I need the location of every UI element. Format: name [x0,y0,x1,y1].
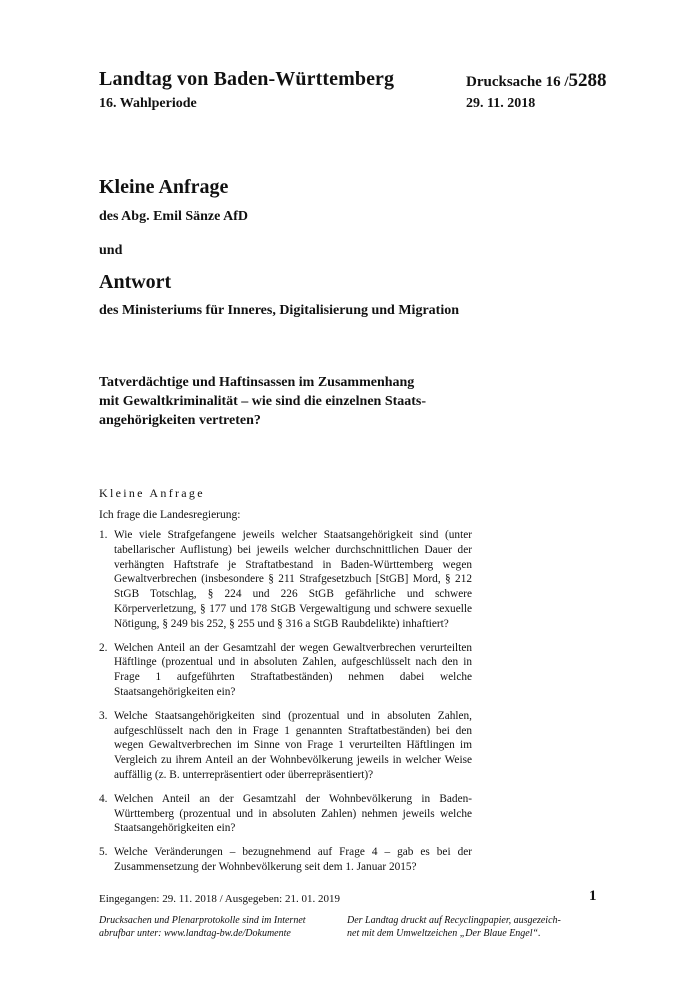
drucksache-id: 5288 [568,70,607,91]
drucksache-number [466,70,607,92]
question-item [99,528,472,632]
topic-line: Tatverdächtige und Haftinsassen im Zusammenhang [99,375,415,390]
question-number: 3. [99,709,108,722]
legislative-period: 16. Wahlperiode [99,96,197,111]
antwort-heading: Antwort [99,271,172,293]
question-number: 2. [99,641,108,654]
ministry-line: des Ministeriums für Inneres, Digitalisierung und Migration [99,303,460,318]
question-number: 5. [99,846,108,859]
question-item [99,709,472,783]
parliament-title: Landtag von Baden-Württemberg [99,68,395,90]
footer-note-line: Der Landtag druckt auf Recyclingpapier, ausgezeich- [347,915,561,926]
drucksache-label: Drucksache 16 / [466,74,569,90]
footer-note-internet [99,914,306,940]
topic-line: angehörigkeiten vertreten? [99,413,261,428]
question-number: 4. [99,792,108,805]
question-text: Welche Veränderungen – bezugnehmend auf Frage 4 – gab es bei der Zusammensetzung der Wohnbevölkerung seit dem 1. Januar 2015? [114,846,472,873]
footer-note-recycling [347,914,561,940]
received-issued-dates: Eingegangen: 29. 11. 2018 / Ausgegeben: 21. 01. 2019 [99,893,340,905]
kleine-anfrage-heading: Kleine Anfrage [99,176,229,198]
footer-note-line: net mit dem Umweltzeichen „Der Blaue Engel“. [347,928,541,939]
footer-note-line: abrufbar unter: www.landtag-bw.de/Dokumente [99,928,291,939]
question-number: 1. [99,529,108,541]
page-number: 1 [589,888,597,904]
connector-text: und [99,243,123,258]
question-item [99,792,472,836]
topic-title [99,373,499,430]
document-date: 29. 11. 2018 [466,96,536,111]
author-line: des Abg. Emil Sänze AfD [99,209,248,224]
question-item [99,641,472,700]
intro-text: Ich frage die Landesregierung: [99,509,241,521]
question-list [99,528,472,884]
footer-note-line: Drucksachen und Plenarprotokolle sind im Internet [99,915,306,926]
question-text: Welchen Anteil an der Gesamtzahl der wegen Gewaltverbrechen verurteilten Häftlinge (prozentual und in absoluten Zahlen, aufgeschlüsselt nach den in Frage 1 aufgeführten Straftatbeständen) nehmen dabei welche Staatsangehörigkeiten ein? [114,641,472,698]
question-text: Wie viele Strafgefangene jeweils welcher Staatsangehörigkeit sind (unter tabellarischer Auflistung) bei jeweils welcher durchschnittlichen Dauer der verhängten Haftstrafe je Straftatbestand in Baden-Württemberg wegen Gewaltverbrechen (insbesondere § 211 Strafgesetzbuch [StGB] Mord, § 212 StGB Totschlag, § 224 und 226 StGB gefährliche und schwere Körperverletzung, § 177 und 178 StGB Vergewaltigung und schwere sexuelle Nötigung, § 249 bis 252, § 255 und § 316 a StGB Raubdelikte) inhaftiert? [114,529,472,630]
question-text: Welchen Anteil an der Gesamtzahl der Wohnbevölkerung in Baden-Württemberg (prozentual und in absoluten Zahlen) nehmen jeweils welche Staatsangehörigkeiten ein? [114,792,472,835]
section-label: Kleine Anfrage [99,486,205,500]
question-text: Welche Staatsangehörigkeiten sind (prozentual und in absoluten Zahlen, aufgeschlüsselt nach den in Frage 1 genannten Straftatbeständen) bei den wegen Gewaltverbrechen im Sinne von Frage 1 verurteilten Häftlingen im Vergleich zu ihrem Anteil an der Wohnbevölkerung jeweils in welcher Weise auffällig (z. B. unterrepräsentiert oder überrepräsentiert)? [114,709,472,781]
question-item [99,845,472,875]
topic-line: mit Gewaltkriminalität – wie sind die einzelnen Staats- [99,394,427,409]
